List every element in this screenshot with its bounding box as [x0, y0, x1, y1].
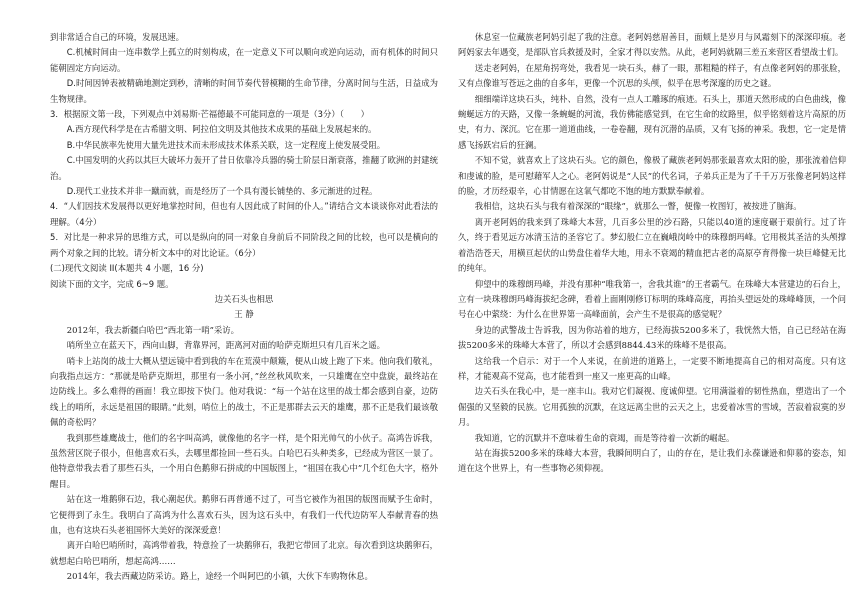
paragraph: C.中国发明的火药以其巨大破坏力轰开了昔日依靠冷兵器的骑士阶层日渐衰落，推翻了欧洲的封建统治。 — [50, 155, 438, 181]
paragraph: B.中华民族率先使用大量先进技术而未形成技术体系关联，这一定程度上使发展受阻。 — [66, 139, 386, 150]
paragraph: D.时间因钟表被精确地测定到秒，清晰的时间节奏代替模糊的生命节律，分离时间与生活，日益成为生物规律。 — [50, 78, 438, 104]
paragraph: 不知不觉，就喜欢上了这块石头。它的颜色，像极了藏族老阿妈那张最喜欢太阳的脸，那张流着信仰和虔诚的脸，是可慰藉军人之心。老阿妈说是“人民”的代名词，子弟兵正是为了千千万万张像老阿妈这样的脸，才历经艰辛，心甘情愿在这氧气都吃不饱的地方默默奉献着。 — [458, 155, 846, 197]
paragraph: 4．“人们因技术发展得以更好地掌控时间，但也有人因此成了时间的仆人。”请结合文本谈谈你对此看法的理解。（4分） — [50, 201, 438, 227]
paragraph: 边关石头也相思 — [214, 293, 274, 304]
paragraph: 到非常适合自己的环境，发展迅速。 — [50, 32, 184, 42]
paragraph: 这给我一个启示：对于一个人来说，在前进的道路上，一定要不断地提高自己的相对高度。只有这样，才能观高不觉高，也才能看到一座又一座更高的山峰。 — [458, 355, 846, 381]
paragraph: D.现代工业技术并非一蹴而就，而是经历了一个具有漫长铺垫的、多元渐进的过程。 — [66, 186, 378, 197]
paragraph: 哨所坐立在蓝天下，西向山脚，背靠界河，距离河对面的哈萨克斯坦只有几百米之遥。 — [66, 340, 386, 351]
paragraph: 边关石头在我心中，是一座丰山。我对它们凝视、度诚仰望。它用满溢着的韧性热血，塑造出了一个倔强的又坚毅的民族。它用孤独的沉默，在这远离尘世的云天之上，忠爱着冰雪的雪域，苦寂着寂寞的岁月。 — [458, 386, 846, 428]
paragraph: 身边的武警战士告诉我，因为你站着的地方，已经海拔5200多米了，我恍然大悟，自己已经站在海拔5200多米的珠峰大本营了，所以才会感到8844.43米的珠峰不是很高。 — [458, 324, 846, 351]
paragraph: 我知道，它的沉默并不意味着生命的衰竭，而是等待着一次新的崛起。 — [474, 432, 735, 443]
paragraph: 离开老阿妈的我来到了珠峰大本营，几百多公里的沙石路，只能以40道的速度碾于艰前行。过了许久，终于看见远方冰清玉洁的圣容它了。梦幻般仁立在巍峨岗岭中的珠穆朗玛峰。它用极其圣洁的头颅撑着浩浩苍天，用横亘起伏的山势盘住着华大地，用永不衰竭的精血把古老的高原亭育得像一块巨峰健无比的纯年。 — [458, 216, 846, 274]
right-column — [458, 30, 846, 477]
paragraph: 我相信，这块石头与我有着深深的“眼缘”，就那么一瞥，便像一枚图钉，被按进了脑海。 — [474, 201, 802, 212]
paragraph: (二)现代文阅读 II(本题共 4 小题，16 分) — [50, 263, 204, 274]
paragraph: 我到那些雄鹰战士，他们的名字叫高鸿，就像他的名字一样，是个阳光帅气的小伙子。高鸿告诉我，虽然营区院子很小，但他喜欢石头，去哪里都捡回一些石头。白哈巴石头种类多，已经成为营区一景了。他特意带我去看了那些石头，一个用白色鹅卵石拼成的中国版图上，“祖国在我心中”几个红色大字，格外醒目。 — [50, 432, 438, 489]
paragraph: 休息室一位藏族老阿妈引起了我的注意。老阿妈慈眉善目，面颊上是岁月与风霜刻下的深深印痕。老阿妈家去年遇变，是部队官兵救援及时，全家才得以安然。从此，老阿妈就隔三差五来营区看望战士们。 — [458, 32, 846, 58]
paragraph: 送走老阿妈，在屋角拐弯处，我看见一块石头，赫了一眼，那粗糙的样子，有点像老阿妈的那张脸，又有点像谁写苍远之曲的自多年，更像一个沉思的头颅，似乎在思考深邃的历史之谜。 — [458, 62, 846, 89]
paragraph: 站在这一堆鹅卵石边，我心潮起伏。鹅卵石再普通不过了，可当它被作为祖国的版图而赋予生命时，它便得到了永生。我明白了高鸿为什么喜欢石头，因为这石头中，有我们一代代边防军人奉献青春的热血，也有这块石头老祖国怀大美好的深深爱意！ — [50, 494, 438, 535]
paragraph: C.机械时间由一连串数学上孤立的时刻构成，在一定意义下可以顺向或逆向运动，而有机体的时间只能朝固定方向运动。 — [50, 47, 438, 73]
paragraph: 细细端详这块石头，纯朴、自然，没有一点人工雕琢的痕迹。石头上，那道天然形成的白色曲线，像蜿蜒远方的天路，又像一条蜿蜒的河流，我仿佛能感觉到，在它生命的纹路里，似乎铭刻着这片高原的历史，有力、深沉。它在那一道道曲线，一卷卷翻，现有沉潜的品质，又有飞扬的神采。我想，它一定是情感飞扬跃宕后的狂澜。 — [458, 93, 846, 150]
paragraph: 阅读下面的文字，完成 6~9 题。 — [50, 278, 174, 289]
paragraph: 2012年，我去新疆白哈巴“西北第一哨”采访。 — [66, 324, 240, 335]
paragraph: 3．根据原文第一段，下列观点中刘易斯·芒福德最不可能同意的一项是（3分）（ ） — [50, 109, 369, 120]
paragraph: 站在海拔5200多米的珠峰大本营，我瞬间明白了，山的存在，是让我们永葆谦逊和仰慕的姿态，知道在这个世界上，有一些事物必须仰视。 — [458, 447, 846, 474]
paragraph: 仰望中的珠穆朗玛峰，并没有那种“唯我第一，舍我其谁”的王者霸气。在珠峰大本营建边的石台上，立有一块珠穆朗玛峰海拔纪念碑，看着上面刚刚修订标明的珠峰高度，再抬头望远处的珠峰峰顶，一个问号在心中萦绕：为什么在世界第一高峰面前，会产生不是很高的感觉呢？ — [458, 278, 846, 320]
paragraph: 哨卡上站岗的战士大概从望远镜中看到我的车在荒漠中颠簸，便从山坡上跑了下来。他向我们敬礼，向我指点远方：“那就是哈萨克斯坦，那里有一条小河，”丝丝秋风吹来，一只雄鹰在空中盘旋，最终站在边防线上。多么难得的画面！我立即按下快门。他对我说：“每一个站在这里的战士都会感到自豪，边防线上的哨所，永远是祖国的眼睛。”此刻，哨位上的战士，不正是那群去云天的雄鹰，那不正是我们最该敬佩的奇松吗？ — [50, 355, 438, 428]
paragraph: 5．对比是一种求异的思维方式，可以是纵向的同一对象自身前后不同阶段之间的比较，也可以是横向的两个对象之间的比较。请分析文本中的对比论证。（6分） — [50, 232, 438, 258]
paragraph: 离开白哈巴哨所时，高鸿带着我，特意捡了一块鹅卵石，我把它带回了北京。每次看到这块鹅卵石，就想起白哈巴哨所，想起高鸿…… — [50, 540, 438, 566]
paragraph: 2014年，我去西藏边防采访。路上，途经一个叫阿巴的小镇，大伙下车购物休息。 — [66, 571, 373, 582]
paragraph: 王 静 — [234, 309, 254, 320]
paragraph: A.西方现代科学是在古希腊文明、阿拉伯文明及其他技术成果的基础上发展起来的。 — [66, 124, 377, 135]
left-column — [50, 30, 438, 585]
